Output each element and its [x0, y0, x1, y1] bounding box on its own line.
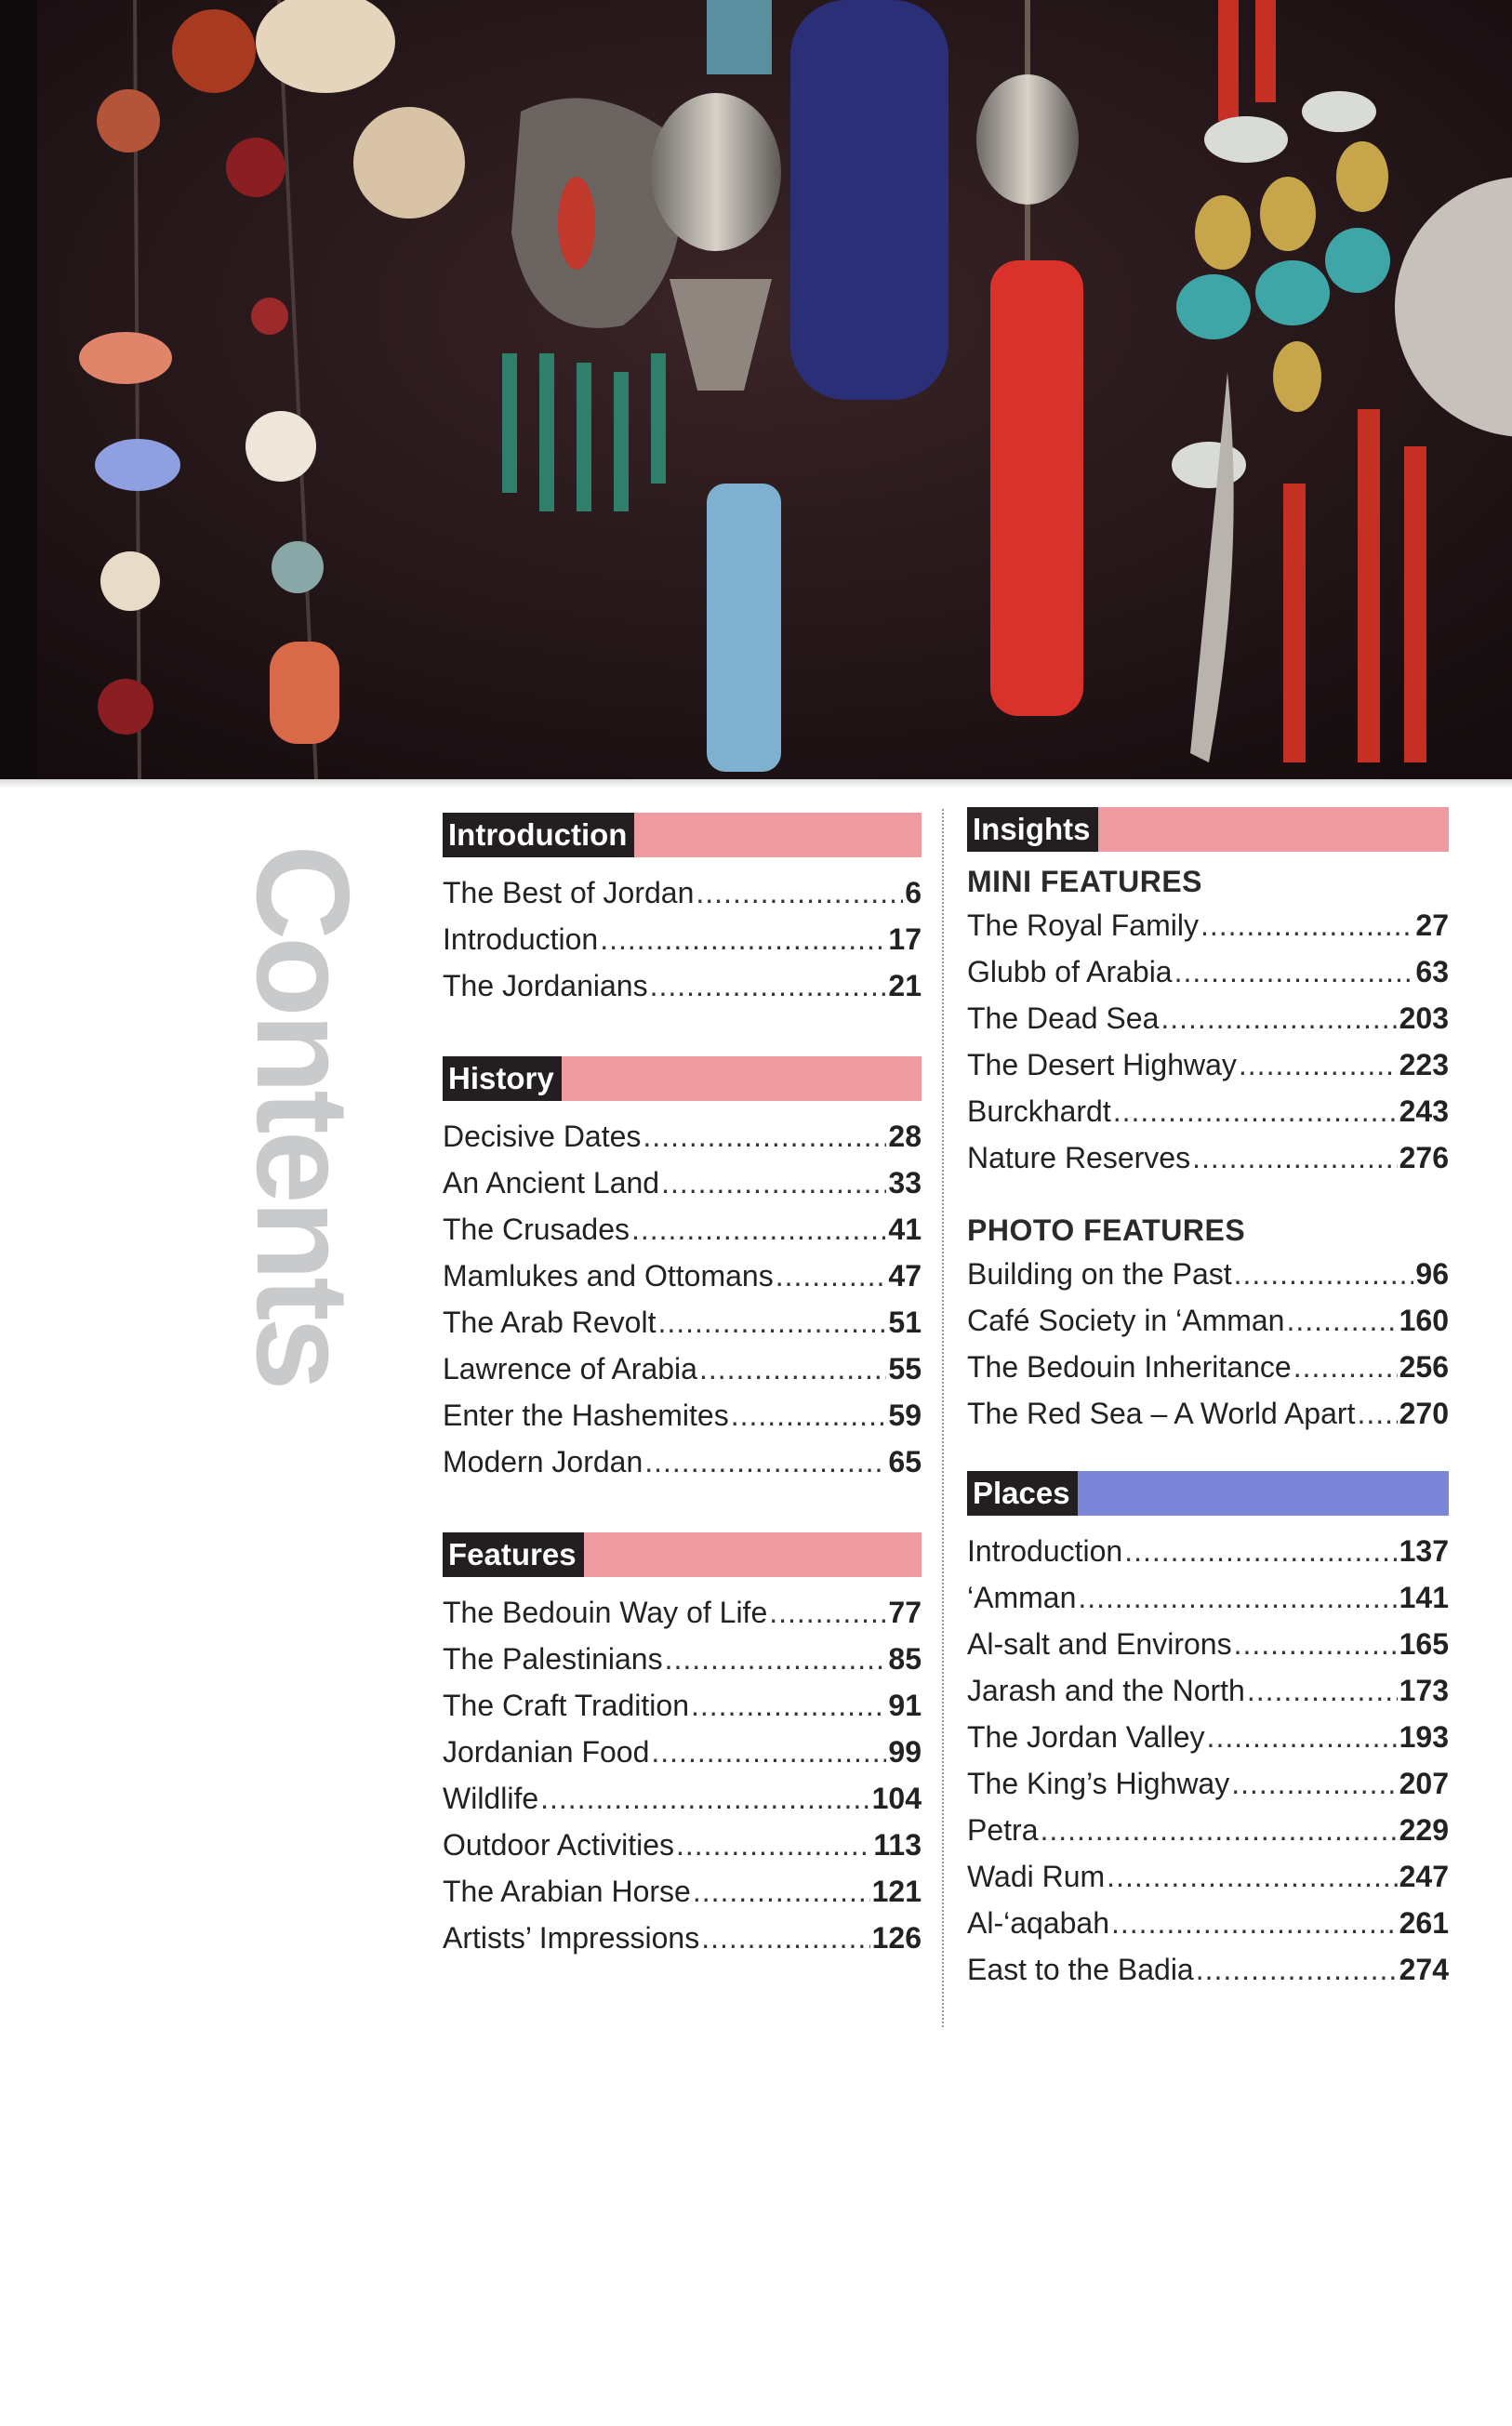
- dot-leader: [1124, 1534, 1397, 1569]
- toc-entry-title: Wildlife: [443, 1782, 539, 1815]
- toc-entry-title: The King’s Highway: [967, 1767, 1230, 1800]
- section-header-bar: [562, 1056, 922, 1101]
- dot-leader: [699, 1352, 886, 1386]
- toc-entry[interactable]: [443, 876, 922, 922]
- dot-leader: [1247, 1674, 1398, 1708]
- toc-entry[interactable]: [967, 1304, 1449, 1350]
- section-features: [443, 1532, 922, 1968]
- section-header-bar: [584, 1532, 922, 1577]
- dot-leader: [693, 1875, 870, 1909]
- dot-leader: [650, 969, 887, 1003]
- dot-leader: [1113, 1094, 1398, 1129]
- toc-entry-page: 160: [1399, 1304, 1449, 1337]
- toc-entry-title: The Red Sea – A World Apart: [967, 1397, 1356, 1430]
- dot-leader: [696, 876, 903, 910]
- toc-entry[interactable]: [967, 1581, 1449, 1627]
- toc-entry-title: Introduction: [967, 1534, 1123, 1568]
- dot-leader: [1161, 1001, 1397, 1036]
- dot-leader: [769, 1596, 886, 1630]
- toc-entry-page: 270: [1399, 1397, 1449, 1430]
- toc-entry[interactable]: [967, 908, 1449, 955]
- section-header-places: [967, 1471, 1449, 1516]
- toc-entry-title: The Craft Tradition: [443, 1689, 689, 1722]
- subheading-photo-features: PHOTO FEATURES: [967, 1213, 1246, 1247]
- toc-entry-page: 223: [1399, 1048, 1449, 1081]
- page-title: Contents: [229, 844, 377, 1387]
- toc-entry-title: The Dead Sea: [967, 1001, 1160, 1035]
- dot-leader: [701, 1921, 869, 1955]
- toc-entry[interactable]: [967, 1674, 1449, 1720]
- toc-entry-page: 21: [888, 969, 922, 1002]
- toc-entry[interactable]: [443, 1213, 922, 1259]
- toc-entry[interactable]: [967, 1813, 1449, 1860]
- toc-entry[interactable]: [443, 1259, 922, 1306]
- dot-leader: [731, 1399, 887, 1433]
- jewellery-photo-illustration: [0, 0, 1512, 779]
- dot-leader: [651, 1735, 886, 1770]
- toc-entry-page: 63: [1415, 955, 1449, 988]
- toc-entry[interactable]: [443, 1828, 922, 1875]
- toc-entry-page: 193: [1399, 1720, 1449, 1754]
- toc-entry-page: 247: [1399, 1860, 1449, 1893]
- toc-entry-title: The Best of Jordan: [443, 876, 695, 909]
- toc-entry-title: The Arabian Horse: [443, 1875, 691, 1908]
- toc-entry-title: The Palestinians: [443, 1642, 663, 1676]
- toc-entry-title: The Royal Family: [967, 908, 1199, 942]
- column-divider: [942, 809, 944, 2027]
- toc-entry-page: 126: [871, 1921, 922, 1955]
- toc-entry[interactable]: [443, 922, 922, 969]
- dot-leader: [1286, 1304, 1397, 1338]
- dot-leader: [1174, 955, 1414, 989]
- toc-entry[interactable]: [967, 1906, 1449, 1953]
- dot-leader: [600, 922, 886, 957]
- toc-entry-page: 243: [1399, 1094, 1449, 1128]
- dot-leader: [643, 1120, 886, 1154]
- toc-entry-title: The Jordanians: [443, 969, 648, 1002]
- toc-entry-page: 173: [1399, 1674, 1449, 1707]
- toc-entry-title: Artists’ Impressions: [443, 1921, 700, 1955]
- dot-leader: [676, 1828, 871, 1863]
- toc-entry-page: 41: [888, 1213, 922, 1246]
- dot-leader: [657, 1306, 886, 1340]
- toc-entry-title: The Bedouin Way of Life: [443, 1596, 768, 1629]
- toc-entry-page: 141: [1399, 1581, 1449, 1614]
- dot-leader: [1231, 1767, 1397, 1801]
- toc-entry-title: Glubb of Arabia: [967, 955, 1173, 988]
- dot-leader: [1107, 1860, 1397, 1894]
- toc-entry-page: 33: [888, 1166, 922, 1200]
- toc-entry[interactable]: [443, 1735, 922, 1782]
- toc-entry[interactable]: [967, 1720, 1449, 1767]
- toc-entry[interactable]: [443, 1875, 922, 1921]
- toc-entry[interactable]: [967, 1397, 1449, 1443]
- dot-leader: [1040, 1813, 1397, 1848]
- toc-entry-title: The Jordan Valley: [967, 1720, 1205, 1754]
- dot-leader: [1196, 1953, 1398, 1987]
- dot-leader: [1293, 1350, 1398, 1385]
- toc-entry-title: Introduction: [443, 922, 599, 956]
- toc-entry[interactable]: [967, 1094, 1449, 1141]
- toc-entry-page: 91: [888, 1689, 922, 1722]
- toc-entry-page: 113: [873, 1828, 922, 1862]
- dot-leader: [776, 1259, 887, 1293]
- toc-entry-page: 47: [888, 1259, 922, 1293]
- toc-entry[interactable]: [443, 1120, 922, 1166]
- toc-entry-page: 85: [888, 1642, 922, 1676]
- toc-entry-page: 261: [1399, 1906, 1449, 1940]
- toc-entry[interactable]: [443, 1445, 922, 1491]
- toc-entry[interactable]: [443, 1642, 922, 1689]
- dot-leader: [1234, 1627, 1398, 1662]
- toc-entry-title: Lawrence of Arabia: [443, 1352, 697, 1385]
- toc-entry[interactable]: [443, 1921, 922, 1968]
- toc-entry[interactable]: [443, 1596, 922, 1642]
- toc-entry-page: 104: [871, 1782, 922, 1815]
- section-history: [443, 1056, 922, 1491]
- section-header-bar: [634, 813, 922, 857]
- toc-entry-title: Café Society in ‘Amman: [967, 1304, 1285, 1337]
- section-label: Insights: [967, 807, 1098, 852]
- toc-entry[interactable]: [967, 1767, 1449, 1813]
- toc-entry-title: Petra: [967, 1813, 1039, 1847]
- toc-entry-title: Jordanian Food: [443, 1735, 650, 1769]
- section-places: [967, 1471, 1449, 1999]
- toc-entry-title: Mamlukes and Ottomans: [443, 1259, 774, 1293]
- toc-entry[interactable]: [443, 1352, 922, 1399]
- dot-leader: [691, 1689, 886, 1723]
- dot-leader: [1234, 1257, 1414, 1292]
- toc-entry-title: Al-salt and Environs: [967, 1627, 1232, 1661]
- toc-entry-title: Outdoor Activities: [443, 1828, 674, 1862]
- toc-entry-page: 59: [888, 1399, 922, 1432]
- dot-leader: [1078, 1581, 1397, 1615]
- section-label: Introduction: [443, 813, 634, 857]
- toc-entry-page: 65: [888, 1445, 922, 1478]
- toc-entry[interactable]: [443, 1782, 922, 1828]
- subheading-mini-features: MINI FEATURES: [967, 865, 1203, 898]
- dot-leader: [1192, 1141, 1398, 1175]
- section-header-history: [443, 1056, 922, 1101]
- section-introduction: [443, 813, 922, 1015]
- toc-entry[interactable]: [443, 1166, 922, 1213]
- toc-entry-title: An Ancient Land: [443, 1166, 660, 1200]
- dot-leader: [1357, 1397, 1397, 1431]
- toc-entry-title: Nature Reserves: [967, 1141, 1191, 1174]
- section-label: History: [443, 1056, 562, 1101]
- section-header-bar: [1098, 807, 1449, 852]
- toc-entry-page: 6: [905, 876, 922, 909]
- toc-entry-title: The Crusades: [443, 1213, 630, 1246]
- dot-leader: [665, 1642, 887, 1677]
- section-header-insights: [967, 807, 1449, 852]
- toc-entry[interactable]: [967, 1257, 1449, 1304]
- toc-entry-page: 96: [1415, 1257, 1449, 1291]
- section-header-features: [443, 1532, 922, 1577]
- toc-entry[interactable]: [967, 1048, 1449, 1094]
- right-column: [967, 807, 1449, 2040]
- toc-entry-title: Enter the Hashemites: [443, 1399, 729, 1432]
- dot-leader: [661, 1166, 886, 1200]
- toc-entry-title: The Desert Highway: [967, 1048, 1237, 1081]
- toc-entry-page: 17: [888, 922, 922, 956]
- toc-entry[interactable]: [967, 955, 1449, 1001]
- toc-entry-title: Al-‘aqabah: [967, 1906, 1109, 1940]
- toc-entry-title: East to the Badia: [967, 1953, 1194, 1986]
- toc-entry-page: 276: [1399, 1141, 1449, 1174]
- dot-leader: [540, 1782, 869, 1816]
- toc-entry-page: 256: [1399, 1350, 1449, 1384]
- toc-entry-page: 28: [888, 1120, 922, 1153]
- toc-entry[interactable]: [443, 1399, 922, 1445]
- page-edge-shadow: [0, 779, 1512, 789]
- toc-entry-title: The Arab Revolt: [443, 1306, 657, 1339]
- toc-entry[interactable]: [443, 969, 922, 1015]
- toc-entry-page: 121: [871, 1875, 922, 1908]
- dot-leader: [1200, 908, 1413, 943]
- toc-entry-page: 137: [1399, 1534, 1449, 1568]
- section-insights: [967, 807, 1449, 1443]
- section-label: Features: [443, 1532, 584, 1577]
- toc-entry[interactable]: [967, 1860, 1449, 1906]
- toc-entry-title: Modern Jordan: [443, 1445, 643, 1478]
- toc-entry-page: 99: [888, 1735, 922, 1769]
- left-column: [443, 813, 922, 2008]
- dot-leader: [1239, 1048, 1398, 1082]
- toc-entry-title: The Bedouin Inheritance: [967, 1350, 1292, 1384]
- dot-leader: [631, 1213, 886, 1247]
- toc-entry[interactable]: [967, 1141, 1449, 1187]
- contents-title: [229, 818, 377, 1413]
- toc-entry[interactable]: [967, 1350, 1449, 1397]
- toc-entry-title: Decisive Dates: [443, 1120, 642, 1153]
- toc-entry-page: 165: [1399, 1627, 1449, 1661]
- toc-entry-page: 27: [1415, 908, 1449, 942]
- toc-entry-title: Jarash and the North: [967, 1674, 1245, 1707]
- jewellery-photo: [0, 0, 1512, 779]
- toc-entry[interactable]: [967, 1953, 1449, 1999]
- section-header-bar: [1078, 1471, 1449, 1516]
- dot-leader: [1111, 1906, 1398, 1941]
- toc-entry[interactable]: [967, 1627, 1449, 1674]
- section-header-introduction: [443, 813, 922, 857]
- toc-entry-page: 274: [1399, 1953, 1449, 1986]
- toc-entry-page: 55: [888, 1352, 922, 1385]
- toc-entry-page: 203: [1399, 1001, 1449, 1035]
- toc-entry[interactable]: [443, 1689, 922, 1735]
- toc-entry-page: 207: [1399, 1767, 1449, 1800]
- toc-entry-title: ‘Amman: [967, 1581, 1077, 1614]
- toc-entry[interactable]: [967, 1001, 1449, 1048]
- toc-entry-page: 229: [1399, 1813, 1449, 1847]
- toc-entry-title: Building on the Past: [967, 1257, 1232, 1291]
- section-label: Places: [967, 1471, 1078, 1516]
- toc-entry[interactable]: [967, 1534, 1449, 1581]
- toc-entry-title: Wadi Rum: [967, 1860, 1106, 1893]
- dot-leader: [644, 1445, 886, 1479]
- toc-entry-page: 51: [888, 1306, 922, 1339]
- toc-entry[interactable]: [443, 1306, 922, 1352]
- toc-entry-title: Burckhardt: [967, 1094, 1111, 1128]
- dot-leader: [1207, 1720, 1398, 1755]
- toc-entry-page: 77: [888, 1596, 922, 1629]
